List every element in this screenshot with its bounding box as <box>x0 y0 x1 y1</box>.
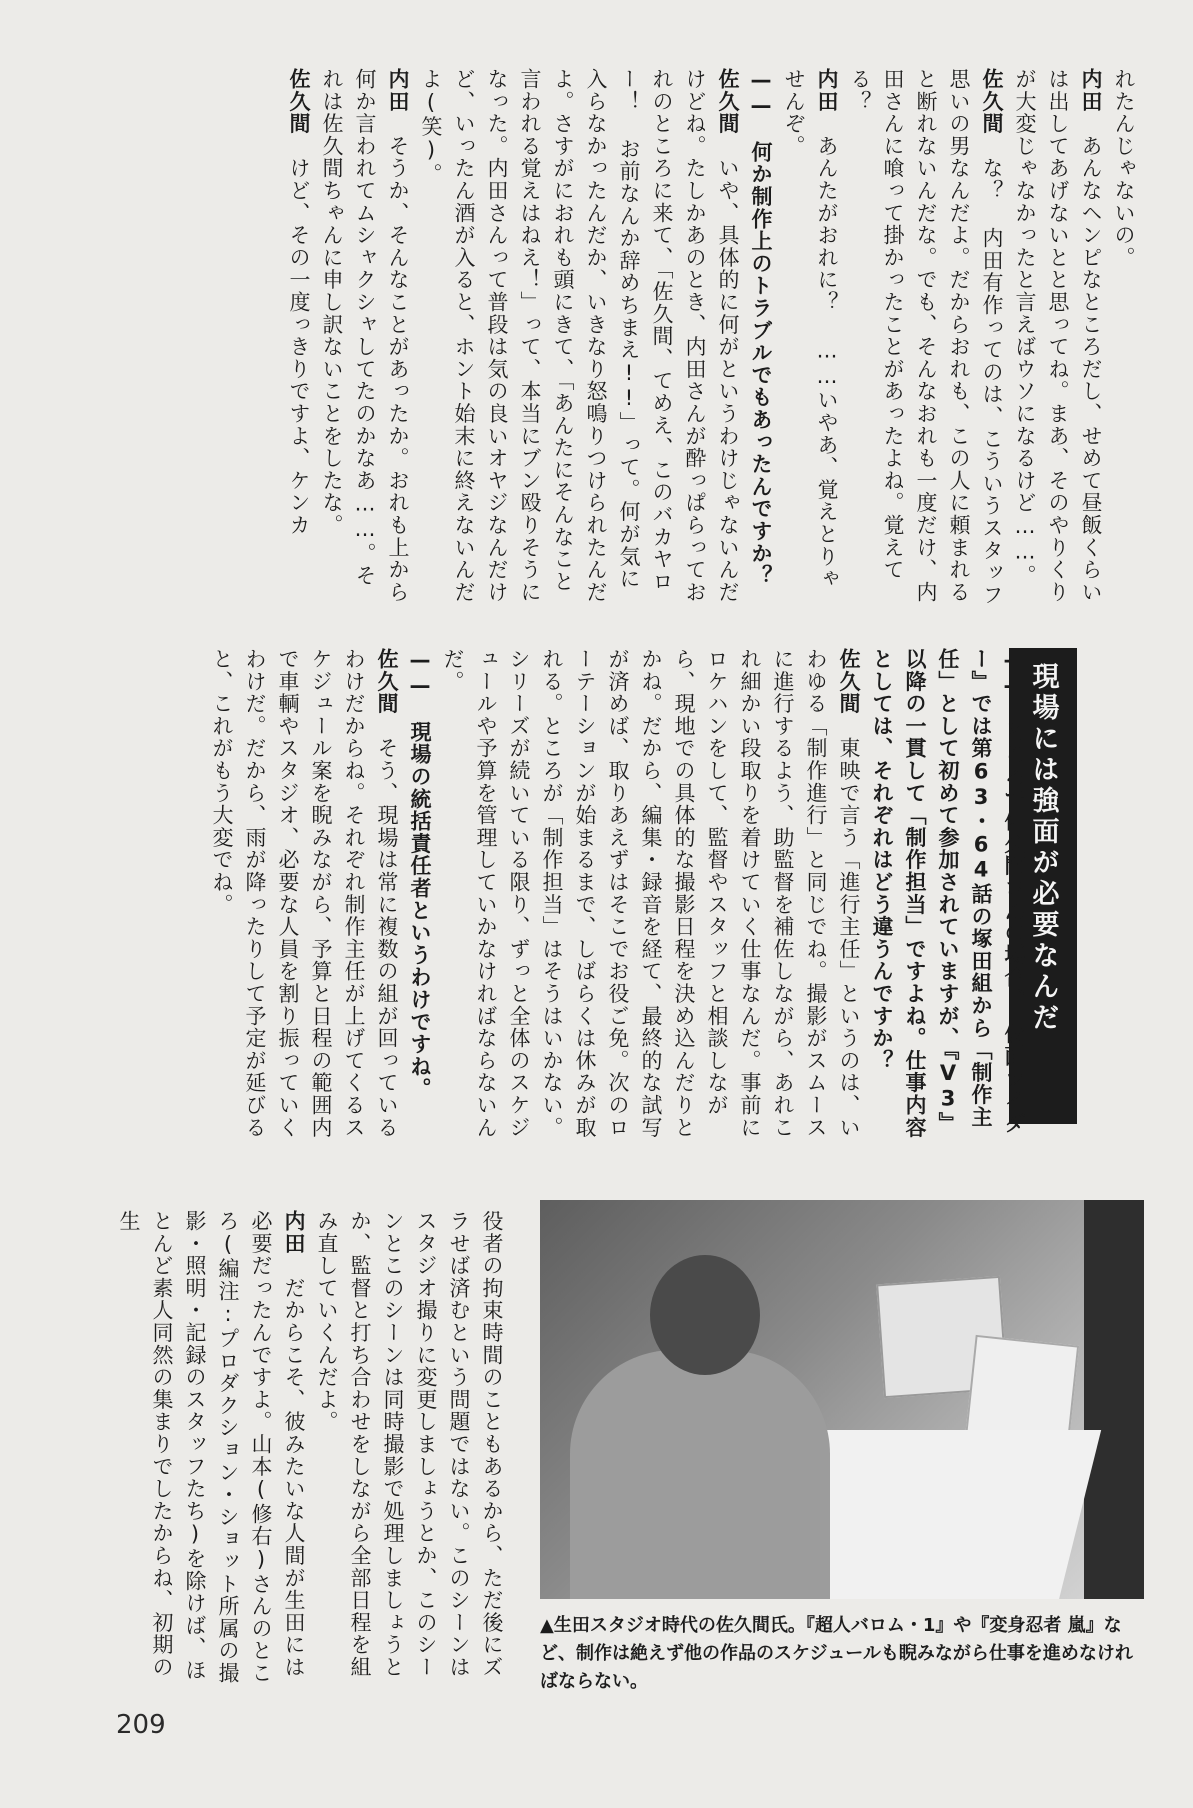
paragraph <box>1107 68 1140 608</box>
paragraph-text: ところで佐久間さんの場合、『仮面ライダー』では第63・64話の塚田組から「制作主任」として初めて参加されていますが、『V3』以降の一貫して「制作担当」ですよね。仕事内容としては、それぞれはどう違うんですか？ <box>870 648 1026 1139</box>
speaker-label: —— <box>408 648 432 699</box>
paragraph-text: いや、具体的に何がというわけじゃないんだけどね。たしかあのとき、内田さんが酔っぱらっておれのところに来て、「佐久間、てめえ、このバカヤロー！ お前なんか辞めちまえ!!」って。何が気に入らなかったんだか、いきなり怒鳴りつけられたんだよ。さすがにおれも頭にきて、「あんたにそんなこと言われる覚えはねえ！」って、本当にブン殴りそうになった。内田さんって普段は気の良いオヤジなんだけど、いったん酒が入ると、ホント始末に終えないんだよ(笑)。 <box>419 68 740 604</box>
paragraph <box>843 68 1008 608</box>
paragraph-text: あんたがおれに？ ……いやあ、覚えとりゃせんぞ。 <box>782 68 839 590</box>
speaker-label: 内田 <box>1079 68 1103 113</box>
speaker-label: 内田 <box>386 68 410 113</box>
paragraph-text: そうか、そんなことがあったか。おれも上から何か言われてムシャクシャしてたのかなあ……。それは佐久間ちゃんに申し訳ないことをしたな。 <box>320 68 410 604</box>
bottom-text-column <box>88 1210 508 1690</box>
speaker-label: 佐久間 <box>980 68 1004 135</box>
paragraph <box>310 1210 508 1690</box>
paragraph <box>1008 68 1107 608</box>
speaker-label: 内田 <box>815 68 839 113</box>
photo-person-body <box>570 1350 830 1599</box>
paragraph <box>205 648 403 1148</box>
paragraph <box>436 648 865 1148</box>
photo-caption: ▲生田スタジオ時代の佐久間氏。『超人バロム・1』や『変身忍者 嵐』など、制作は絶えず他の作品のスケジュールも睨みながら仕事を進めなければならない。 <box>540 1615 1133 1692</box>
speaker-label: 佐久間 <box>716 68 740 135</box>
speaker-label: —— <box>1002 648 1026 699</box>
paragraph-text: そう、現場は常に複数の組が回っているわけだからね。それぞれ制作主任が上げてくるスケジュール案を睨みながら、予算と日程の範囲内で車輌やスタジオ、必要な人員を割り振っていくわけだ。だから、雨が降ったりして予定が延びると、これがもう大変でね。 <box>210 648 399 1139</box>
paragraph-text: 役者の拘束時間のこともあるから、ただ後にズラせば済むという問題ではない。このシーンはスタジオ撮りに変更しましょうとか、このシーンとこのシーンは同時撮影で処理しましょうとか、監督と打ち合わせをしながら全部日程を組み直していくんだよ。 <box>315 1210 504 1679</box>
photo-sakuma-at-desk <box>540 1200 1144 1599</box>
paragraph <box>414 68 744 608</box>
paragraph <box>777 68 843 608</box>
speaker-label: 佐久間 <box>375 648 399 715</box>
paragraph <box>112 1210 310 1690</box>
paragraph-text: 何か制作上のトラブルでもあったんですか？ <box>749 140 773 587</box>
photo-wall <box>1084 1200 1144 1599</box>
paragraph <box>744 68 777 608</box>
paragraph-text: 現場の統括責任者というわけですね。 <box>408 720 432 1101</box>
paragraph <box>865 648 1030 1148</box>
paragraph <box>315 68 414 608</box>
paragraph-text: あんなヘンピなところだし、せめて昼飯くらいは出してあげないとと思ってね。まあ、そのやりくりが大変じゃなかったと言えばウソになるけど……。 <box>1013 68 1103 604</box>
speaker-label: 佐久間 <box>287 68 311 135</box>
speaker-label: 佐久間 <box>837 648 861 715</box>
continuation-text <box>1104 648 1140 828</box>
photo-person-head <box>650 1255 760 1375</box>
top-text-column <box>60 68 1140 608</box>
middle-text-column <box>70 648 1030 1148</box>
paragraph-text: だからこそ、彼みたいな人間が生田には必要だったんですよ。山本(修右)さんのところ(編注:プロダクション・ショット所属の撮影・照明・記録のスタッフたち)を除けば、ほとんど素人同然の集まりでしたからね、初期の生 <box>117 1210 306 1685</box>
paragraph-text: な？ 内田有作ってのは、こういうスタッフ思いの男なんだよ。だからおれも、この人に頼まれると断れないんだな。でも、そんなおれも一度だけ、内田さんに喰って掛かったことがあったよね。覚えてる？ <box>848 68 1004 607</box>
paragraph <box>403 648 436 1148</box>
speaker-label: —— <box>749 68 773 119</box>
paragraph-text: 東映で言う「進行主任」というのは、いわゆる「制作進行」と同じでね。撮影がスムースに進行するよう、助監督を補佐しながら、あれこれ細かい段取りを着けていく仕事なんだ。事前にロケハンをして、監督やスタッフと相談しながら、現地での具体的な撮影日程を決め込んだりとかね。だから、編集・録音を経て、最終的な試写が済めば、取りあえずはそこでお役ご免。次のローテーションが始まるまで、しばらくは休みが取れる。ところが「制作担当」はそうはいかない。シリーズが続いている限り、ずっと全体のスケジュールや予算を管理していかなければならないんだ。 <box>441 648 861 1139</box>
section-heading: 現場には強面が必要なんだ <box>1009 648 1077 1124</box>
paragraph <box>282 68 315 608</box>
paragraph-text: れたんじゃないの。 <box>1112 68 1136 269</box>
page-number: 209 <box>116 1710 166 1740</box>
speaker-label: 内田 <box>282 1210 306 1255</box>
paragraph-text: けど、その一度っきりですよ、ケンカ <box>287 157 311 537</box>
